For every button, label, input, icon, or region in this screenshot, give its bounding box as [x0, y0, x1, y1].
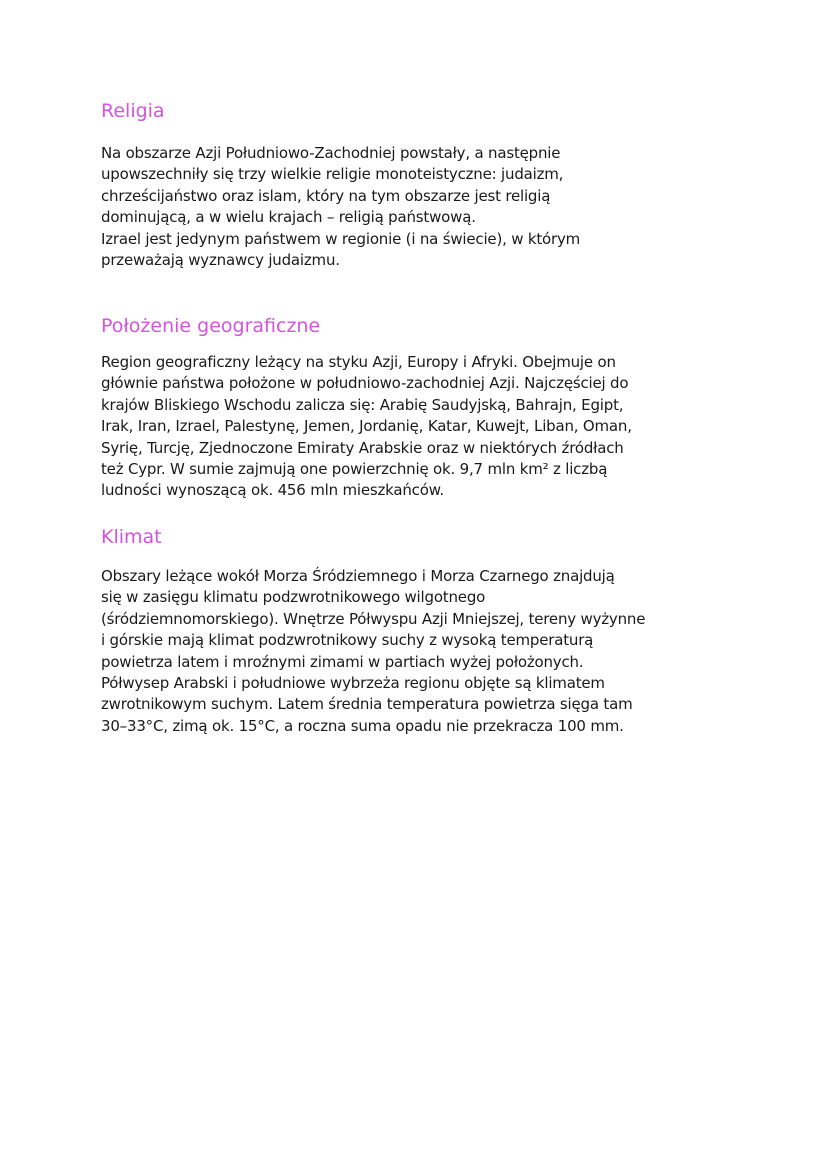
section-heading: Położenie geograficzne [101, 315, 321, 337]
text-line: Syrię, Turcję, Zjednoczone Emiraty Arabskie oraz w niektórych źródłach [101, 438, 624, 457]
text-line: i górskie mają klimat podzwrotnikowy suchy z wysoką temperaturą [101, 631, 594, 650]
text-line: 30–33°C, zimą ok. 15°C, a roczna suma opadu nie przekracza 100 mm. [101, 716, 624, 735]
section-religia [101, 99, 580, 271]
section-klimat [101, 525, 645, 737]
section-heading: Klimat [101, 526, 162, 548]
section-paragraph [101, 143, 580, 271]
text-line: przeważają wyznawcy judaizmu. [101, 251, 340, 270]
text-line: krajów Bliskiego Wschodu zalicza się: Arabię Saudyjską, Bahrajn, Egipt, [101, 395, 624, 414]
text-line: Półwysep Arabski i południowe wybrzeża regionu objęte są klimatem [101, 674, 605, 693]
text-line: chrześcijaństwo oraz islam, który na tym obszarze jest religią [101, 186, 551, 205]
text-line: się w zasięgu klimatu podzwrotnikowego wilgotnego [101, 588, 486, 607]
section-paragraph [101, 352, 632, 502]
text-line: głównie państwa położone w południowo-zachodniej Azji. Najczęściej do [101, 374, 629, 393]
section-paragraph [101, 566, 645, 737]
text-line: dominującą, a w wielu krajach – religią państwową. [101, 208, 476, 227]
text-line: Obszary leżące wokół Morza Śródziemnego i Morza Czarnego znajdują [101, 567, 615, 585]
text-line: Na obszarze Azji Południowo-Zachodniej powstały, a następnie [101, 144, 561, 162]
section-heading: Religia [101, 100, 165, 122]
text-line: powietrza latem i mroźnymi zimami w partiach wyżej położonych. [101, 652, 584, 671]
text-line: Izrael jest jedynym państwem w regionie (i na świecie), w którym [101, 229, 581, 248]
text-line: też Cypr. W sumie zajmują one powierzchnię ok. 9,7 mln km² z liczbą [101, 460, 608, 479]
text-line: upowszechniły się trzy wielkie religie monoteistyczne: judaizm, [101, 165, 564, 184]
text-line: zwrotnikowym suchym. Latem średnia temperatura powietrza sięga tam [101, 695, 633, 714]
text-line: (śródziemnomorskiego). Wnętrze Półwyspu Azji Mniejszej, tereny wyżynne [101, 609, 646, 628]
section-polozenie [101, 314, 632, 502]
text-line: Irak, Iran, Izrael, Palestynę, Jemen, Jordanię, Katar, Kuwejt, Liban, Oman, [101, 417, 632, 436]
text-line: ludności wynoszącą ok. 456 mln mieszkańców. [101, 481, 444, 500]
text-line: Region geograficzny leżący na styku Azji, Europy i Afryki. Obejmuje on [101, 353, 616, 371]
